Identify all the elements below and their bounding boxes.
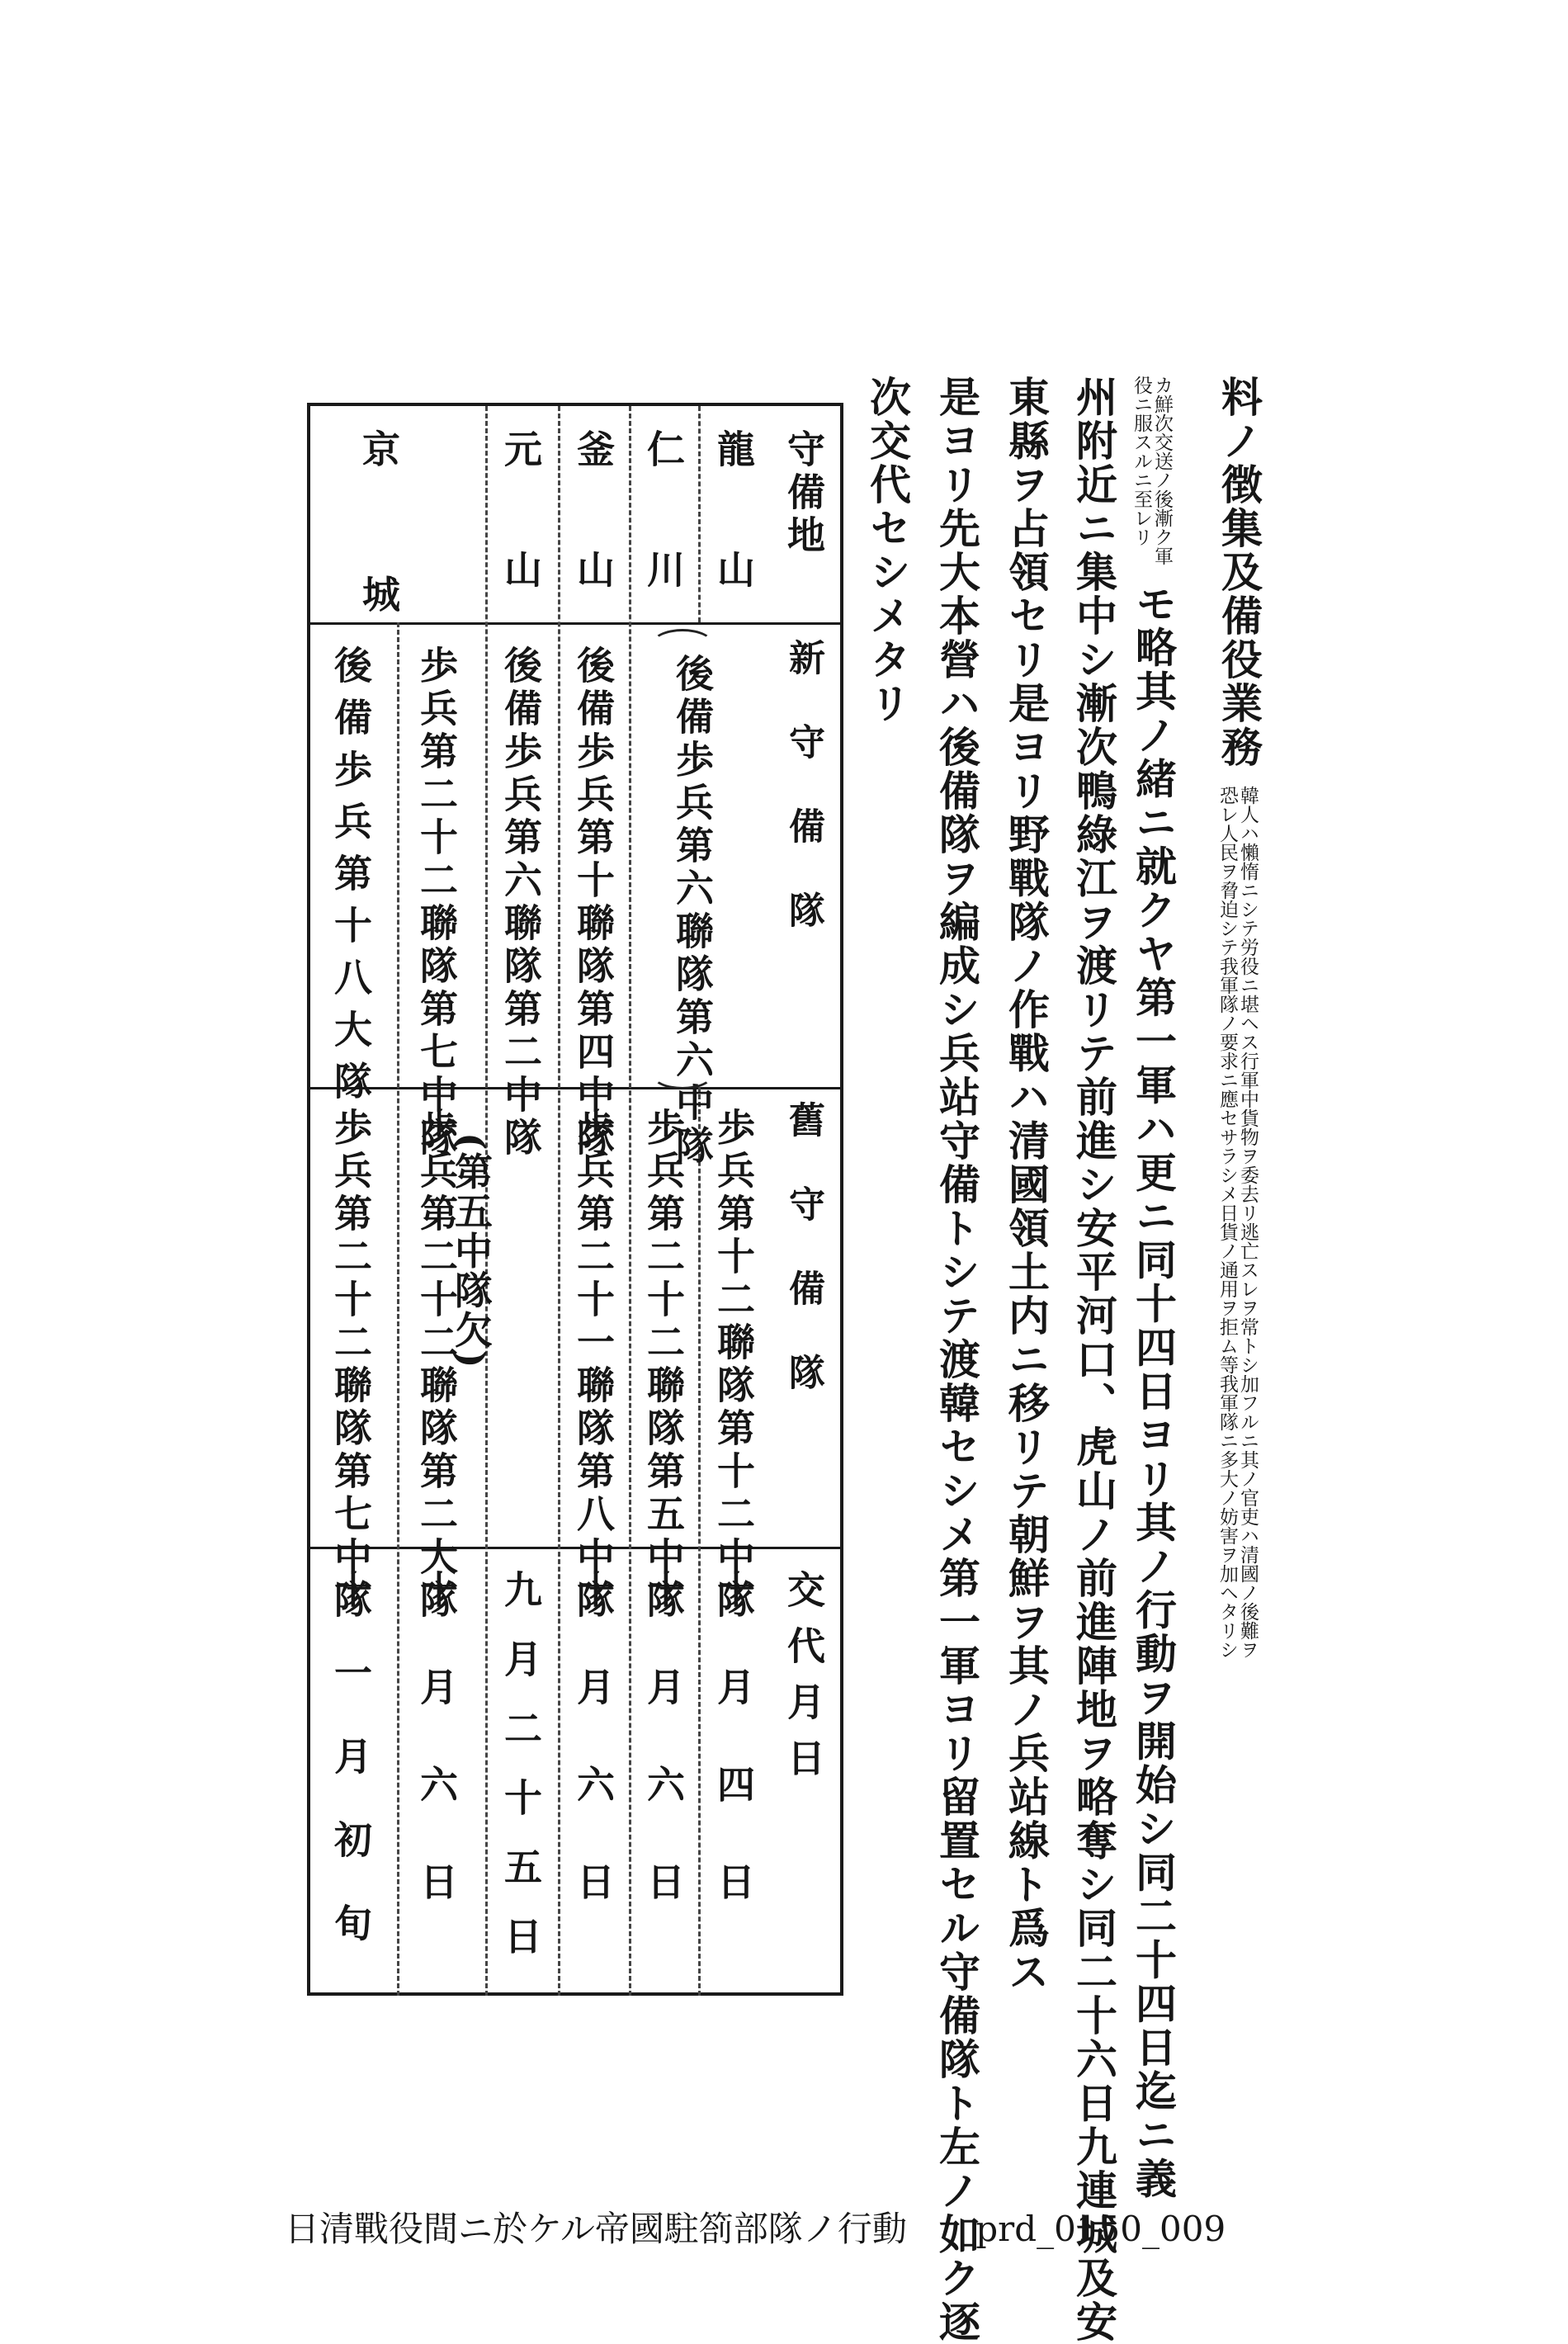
text-segment: 料ノ徴集及備役業務 (1215, 376, 1263, 769)
date-cell: 九月二十五日 (498, 1570, 543, 1986)
date-cell: 十月六日 (571, 1570, 616, 1959)
location-cell: 京城 (357, 429, 401, 720)
new-guard-cell: 後備歩兵第十聯隊第四中隊 (571, 645, 616, 1160)
location-cell: 仁川 (641, 429, 686, 670)
row-divider (629, 406, 631, 1996)
new-guard-cell: 後備歩兵第六聯隊第二中隊 (498, 645, 543, 1160)
header-new-guard: 新守備隊 (782, 639, 824, 976)
old-guard-text: 歩兵第二十二聯隊第二大隊 (414, 1108, 459, 1623)
text-column-1 (1215, 376, 1263, 1660)
old-guard-cell: 歩兵第十二聯隊第十二中隊 (711, 1108, 756, 1623)
location-cell: 釜山 (571, 429, 616, 670)
footer-id: prd_0150_009 (975, 2209, 1226, 2249)
old-guard-cell: 歩兵第二十一聯隊第八中隊 (571, 1108, 616, 1623)
new-guard-cell: 歩兵第二十二聯隊第七中隊 (414, 645, 459, 1160)
footer-title: 日清戰役間ニ於ケル帝國駐箚部隊ノ行動 (285, 2209, 907, 2249)
new-guard-cell: 後備歩兵第六聯隊第六中隊 (670, 654, 715, 1169)
date-cell: 十月六日 (414, 1570, 459, 1959)
inline-note-line: 韓人ハ懶惰ニシテ労役ニ堪ヘス行軍中貨物ヲ委去リ逃亡スレヲ常トシ加フルニ其ノ官吏ハ清國ノ後難ヲ (1237, 786, 1259, 1660)
inline-note-line: カ鮮次交送ノ後漸ク軍 (1151, 376, 1173, 565)
brace-bottom (651, 1058, 714, 1089)
text-column-2 (1129, 376, 1178, 2201)
new-guard-cell: 後備歩兵第十八大隊 (328, 645, 373, 1113)
old-guard-note: (第五中隊欠) (449, 1132, 494, 1370)
date-cell: 十月四日 (711, 1570, 756, 1959)
text-column-6: 次交代セシメタリ (863, 376, 912, 725)
row-divider (698, 406, 701, 622)
header-old-guard: 舊守備隊 (782, 1101, 824, 1438)
text-column-3: 州附近ニ集中シ漸次鴨綠江ヲ渡リテ前進シ安平河口、虎山ノ前進陣地ヲ略奪シ同二十六日九連城及安 (1070, 376, 1118, 2344)
page-footer (285, 2202, 1358, 2252)
old-guard-cell: 歩兵第二十二聯隊第五中隊 (641, 1108, 686, 1623)
guard-replacement-table (307, 403, 843, 1996)
location-cell: 龍山 (711, 429, 756, 670)
inline-note-line: 恐レ人民ヲ脅迫シテ我軍隊ノ要求ニ應セサラシメ日貨ノ通用ヲ拒ム等我軍隊ニ多大ノ妨害ヲ加ヘタリシ (1216, 786, 1238, 1660)
row-divider (698, 1087, 701, 1996)
row-divider (558, 406, 560, 1996)
text-column-5: 是ヨリ先大本營ハ後備隊ヲ編成シ兵站守備トシテ渡韓セシメ第一軍ヨリ留置セル守備隊ト左ノ如ク逐 (933, 376, 981, 2344)
inline-note-1 (1216, 786, 1258, 1659)
location-cell: 元山 (498, 429, 543, 670)
text-column-4: 東縣ヲ占領セリ是ヨリ野戰隊ノ作戰ハ清國領土内ニ移リテ朝鮮ヲ其ノ兵站線ト爲ス (1002, 376, 1051, 1994)
header-location: 守備地 (782, 429, 826, 558)
old-guard-cell: 歩兵第二十二聯隊第七中隊 (328, 1108, 373, 1623)
text-segment: モ略其ノ緒ニ就クヤ第一軍ハ更ニ同十四日ヨリ其ノ行動ヲ開始シ同二十四日迄ニ義 (1129, 582, 1178, 2201)
date-cell: 十月六日 (641, 1570, 686, 1959)
inline-note-2 (1131, 376, 1172, 565)
row-divider (397, 622, 399, 1996)
header-date: 交代月日 (782, 1570, 826, 1794)
date-cell: 十一月初旬 (328, 1570, 373, 1987)
inline-note-line: 役ニ服スルニ至レリ (1131, 376, 1152, 546)
